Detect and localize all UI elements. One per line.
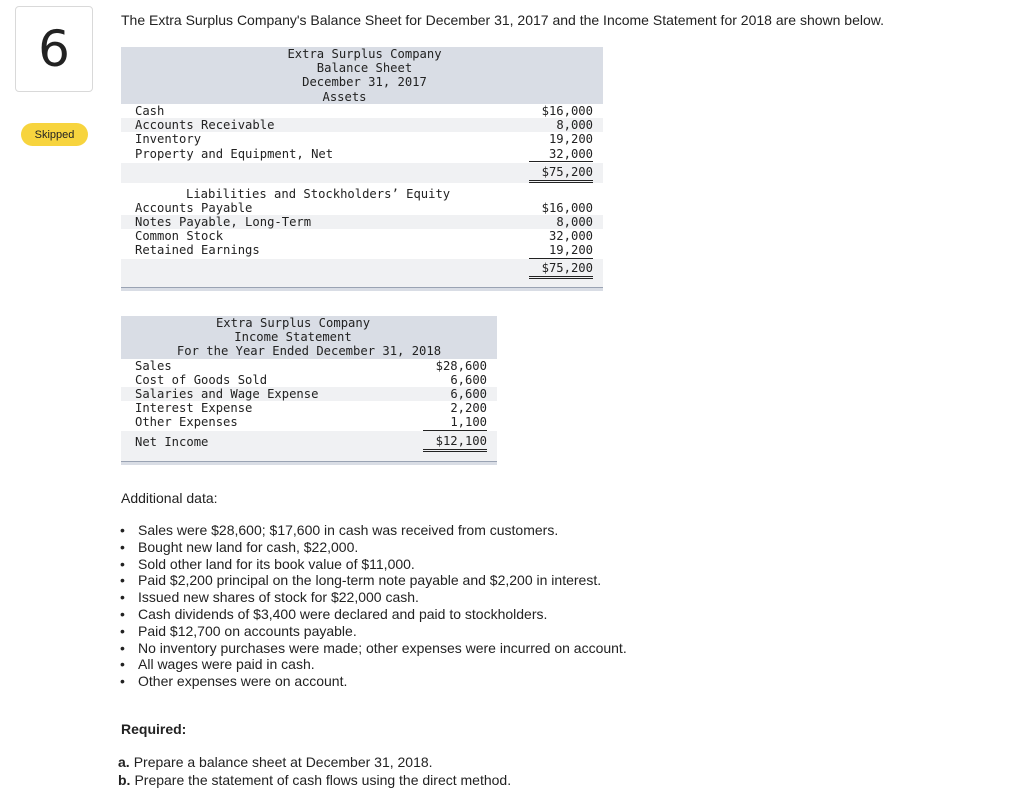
list-item <box>120 556 627 573</box>
is-row-interest <box>121 401 497 415</box>
bs-row-re <box>121 243 603 259</box>
is-spacer-bottom <box>121 453 497 461</box>
question-number: 6 <box>15 6 93 92</box>
income-statement-header <box>121 316 497 359</box>
bs-row-inventory <box>121 132 603 146</box>
bs-row-total-assets <box>121 163 603 183</box>
list-item-text: All wages were paid in cash. <box>138 656 315 673</box>
bs-amount: $16,000 <box>541 104 593 118</box>
bullet-icon: • <box>120 555 125 572</box>
list-item <box>120 539 627 556</box>
bs-liab-heading: Liabilities and Stockholders’ Equity <box>186 186 451 201</box>
required-heading: Required: <box>121 721 187 737</box>
bs-amount: 8,000 <box>556 118 593 133</box>
bs-label: Property and Equipment, Net <box>135 146 334 161</box>
part-b-letter: b. <box>118 772 131 788</box>
list-item <box>120 640 627 657</box>
bs-amount: $16,000 <box>541 200 593 215</box>
list-item <box>120 522 627 539</box>
is-row-cogs <box>121 373 497 387</box>
bs-label: Accounts Payable <box>135 200 253 215</box>
income-statement <box>121 316 497 465</box>
bs-row-cash <box>121 104 603 118</box>
is-amount: 6,600 <box>450 372 487 387</box>
bullet-icon: • <box>120 605 125 622</box>
bs-amount: 8,000 <box>556 214 593 229</box>
balance-sheet-header <box>121 47 603 104</box>
is-row-salaries <box>121 387 497 401</box>
balance-sheet <box>121 47 603 291</box>
is-net-label: Net Income <box>135 435 209 450</box>
bullet-icon: • <box>120 538 125 555</box>
list-item-text: Sales were $28,600; $17,600 in cash was received from customers. <box>138 522 559 538</box>
list-item-text: Cash dividends of $3,400 were declared and paid to stockholders. <box>138 605 548 622</box>
bullet-icon: • <box>120 622 125 639</box>
bullet-icon: • <box>120 673 125 690</box>
bs-amount: 32,000 <box>548 229 593 244</box>
bs-label: Notes Payable, Long-Term <box>135 214 312 229</box>
is-label: Other Expenses <box>135 415 238 430</box>
list-item-text: Other expenses were on account. <box>138 673 348 690</box>
bullet-icon: • <box>120 589 125 606</box>
bs-label: Cash <box>135 104 165 118</box>
is-label: Interest Expense <box>135 401 253 416</box>
bs-bottom-rule <box>121 287 603 291</box>
list-item <box>120 572 627 589</box>
list-item-text: Paid $12,700 on accounts payable. <box>138 622 357 639</box>
bs-amount: 19,200 <box>529 243 593 258</box>
part-b-text: Prepare the statement of cash flows using the direct method. <box>134 772 512 788</box>
list-item-text: Sold other land for its book value of $11,000. <box>138 555 415 572</box>
list-item <box>120 623 627 640</box>
bs-label: Inventory <box>135 132 202 147</box>
bs-row-np <box>121 215 603 229</box>
is-amount: $28,600 <box>435 358 487 373</box>
bs-amount: 32,000 <box>529 147 593 162</box>
list-item-text: Issued new shares of stock for $22,000 cash. <box>138 589 419 606</box>
is-label: Salaries and Wage Expense <box>135 386 319 401</box>
bs-row-total-liab <box>121 259 603 279</box>
part-a-text: Prepare a balance sheet at December 31, 2018. <box>133 754 433 770</box>
is-company: Extra Surplus Company <box>215 316 371 330</box>
is-row-net-income <box>121 431 497 453</box>
bs-liab-heading-row <box>121 187 603 201</box>
is-label: Cost of Goods Sold <box>135 372 268 387</box>
part-a-letter: a. <box>118 754 130 770</box>
bs-row-ppe <box>121 147 603 163</box>
intro-text: The Extra Surplus Company's Balance Sheet for December 31, 2017 and the Income Statement for 2018 are shown below. <box>121 12 884 28</box>
bs-date: December 31, 2017 <box>302 75 427 90</box>
list-item <box>120 589 627 606</box>
is-title: Income Statement <box>234 330 352 345</box>
additional-data-list <box>120 522 627 690</box>
is-period: For the Year Ended December 31, 2018 <box>176 344 442 359</box>
bs-row-ar <box>121 118 603 132</box>
list-item-text: Bought new land for cash, $22,000. <box>138 538 359 555</box>
bs-spacer-bottom <box>121 279 603 287</box>
bs-title: Balance Sheet <box>316 61 413 76</box>
bs-label: Common Stock <box>135 229 224 244</box>
bs-assets-heading: Assets <box>322 89 367 104</box>
status-badge: Skipped <box>21 123 88 146</box>
bs-label: Retained Earnings <box>135 243 260 258</box>
bs-amount: 19,200 <box>548 132 593 147</box>
required-part-b <box>118 772 511 788</box>
is-amount: 1,100 <box>423 415 487 430</box>
is-row-other <box>121 415 497 431</box>
bullet-icon: • <box>120 656 125 673</box>
list-item <box>120 673 627 690</box>
list-item-text: Paid $2,200 principal on the long-term note payable and $2,200 in interest. <box>138 572 602 589</box>
list-item <box>120 606 627 623</box>
is-bottom-rule <box>121 461 497 465</box>
bs-row-ap <box>121 201 603 215</box>
bullet-icon: • <box>120 572 125 589</box>
is-amount: 6,600 <box>450 386 487 401</box>
bs-label: Accounts Receivable <box>135 118 275 133</box>
list-item-text: No inventory purchases were made; other expenses were incurred on account. <box>138 639 627 656</box>
is-net-amount: $12,100 <box>423 434 487 452</box>
bs-total-assets: $75,200 <box>529 165 593 183</box>
is-label: Sales <box>135 358 172 373</box>
bs-row-cs <box>121 229 603 243</box>
bs-company: Extra Surplus Company <box>287 47 442 61</box>
additional-data-heading: Additional data: <box>121 490 218 506</box>
bs-total-liab: $75,200 <box>529 261 593 279</box>
list-item <box>120 656 627 673</box>
required-part-a <box>118 754 433 770</box>
is-row-sales <box>121 359 497 373</box>
bullet-icon: • <box>120 522 125 538</box>
is-amount: 2,200 <box>450 401 487 416</box>
bullet-icon: • <box>120 639 125 656</box>
